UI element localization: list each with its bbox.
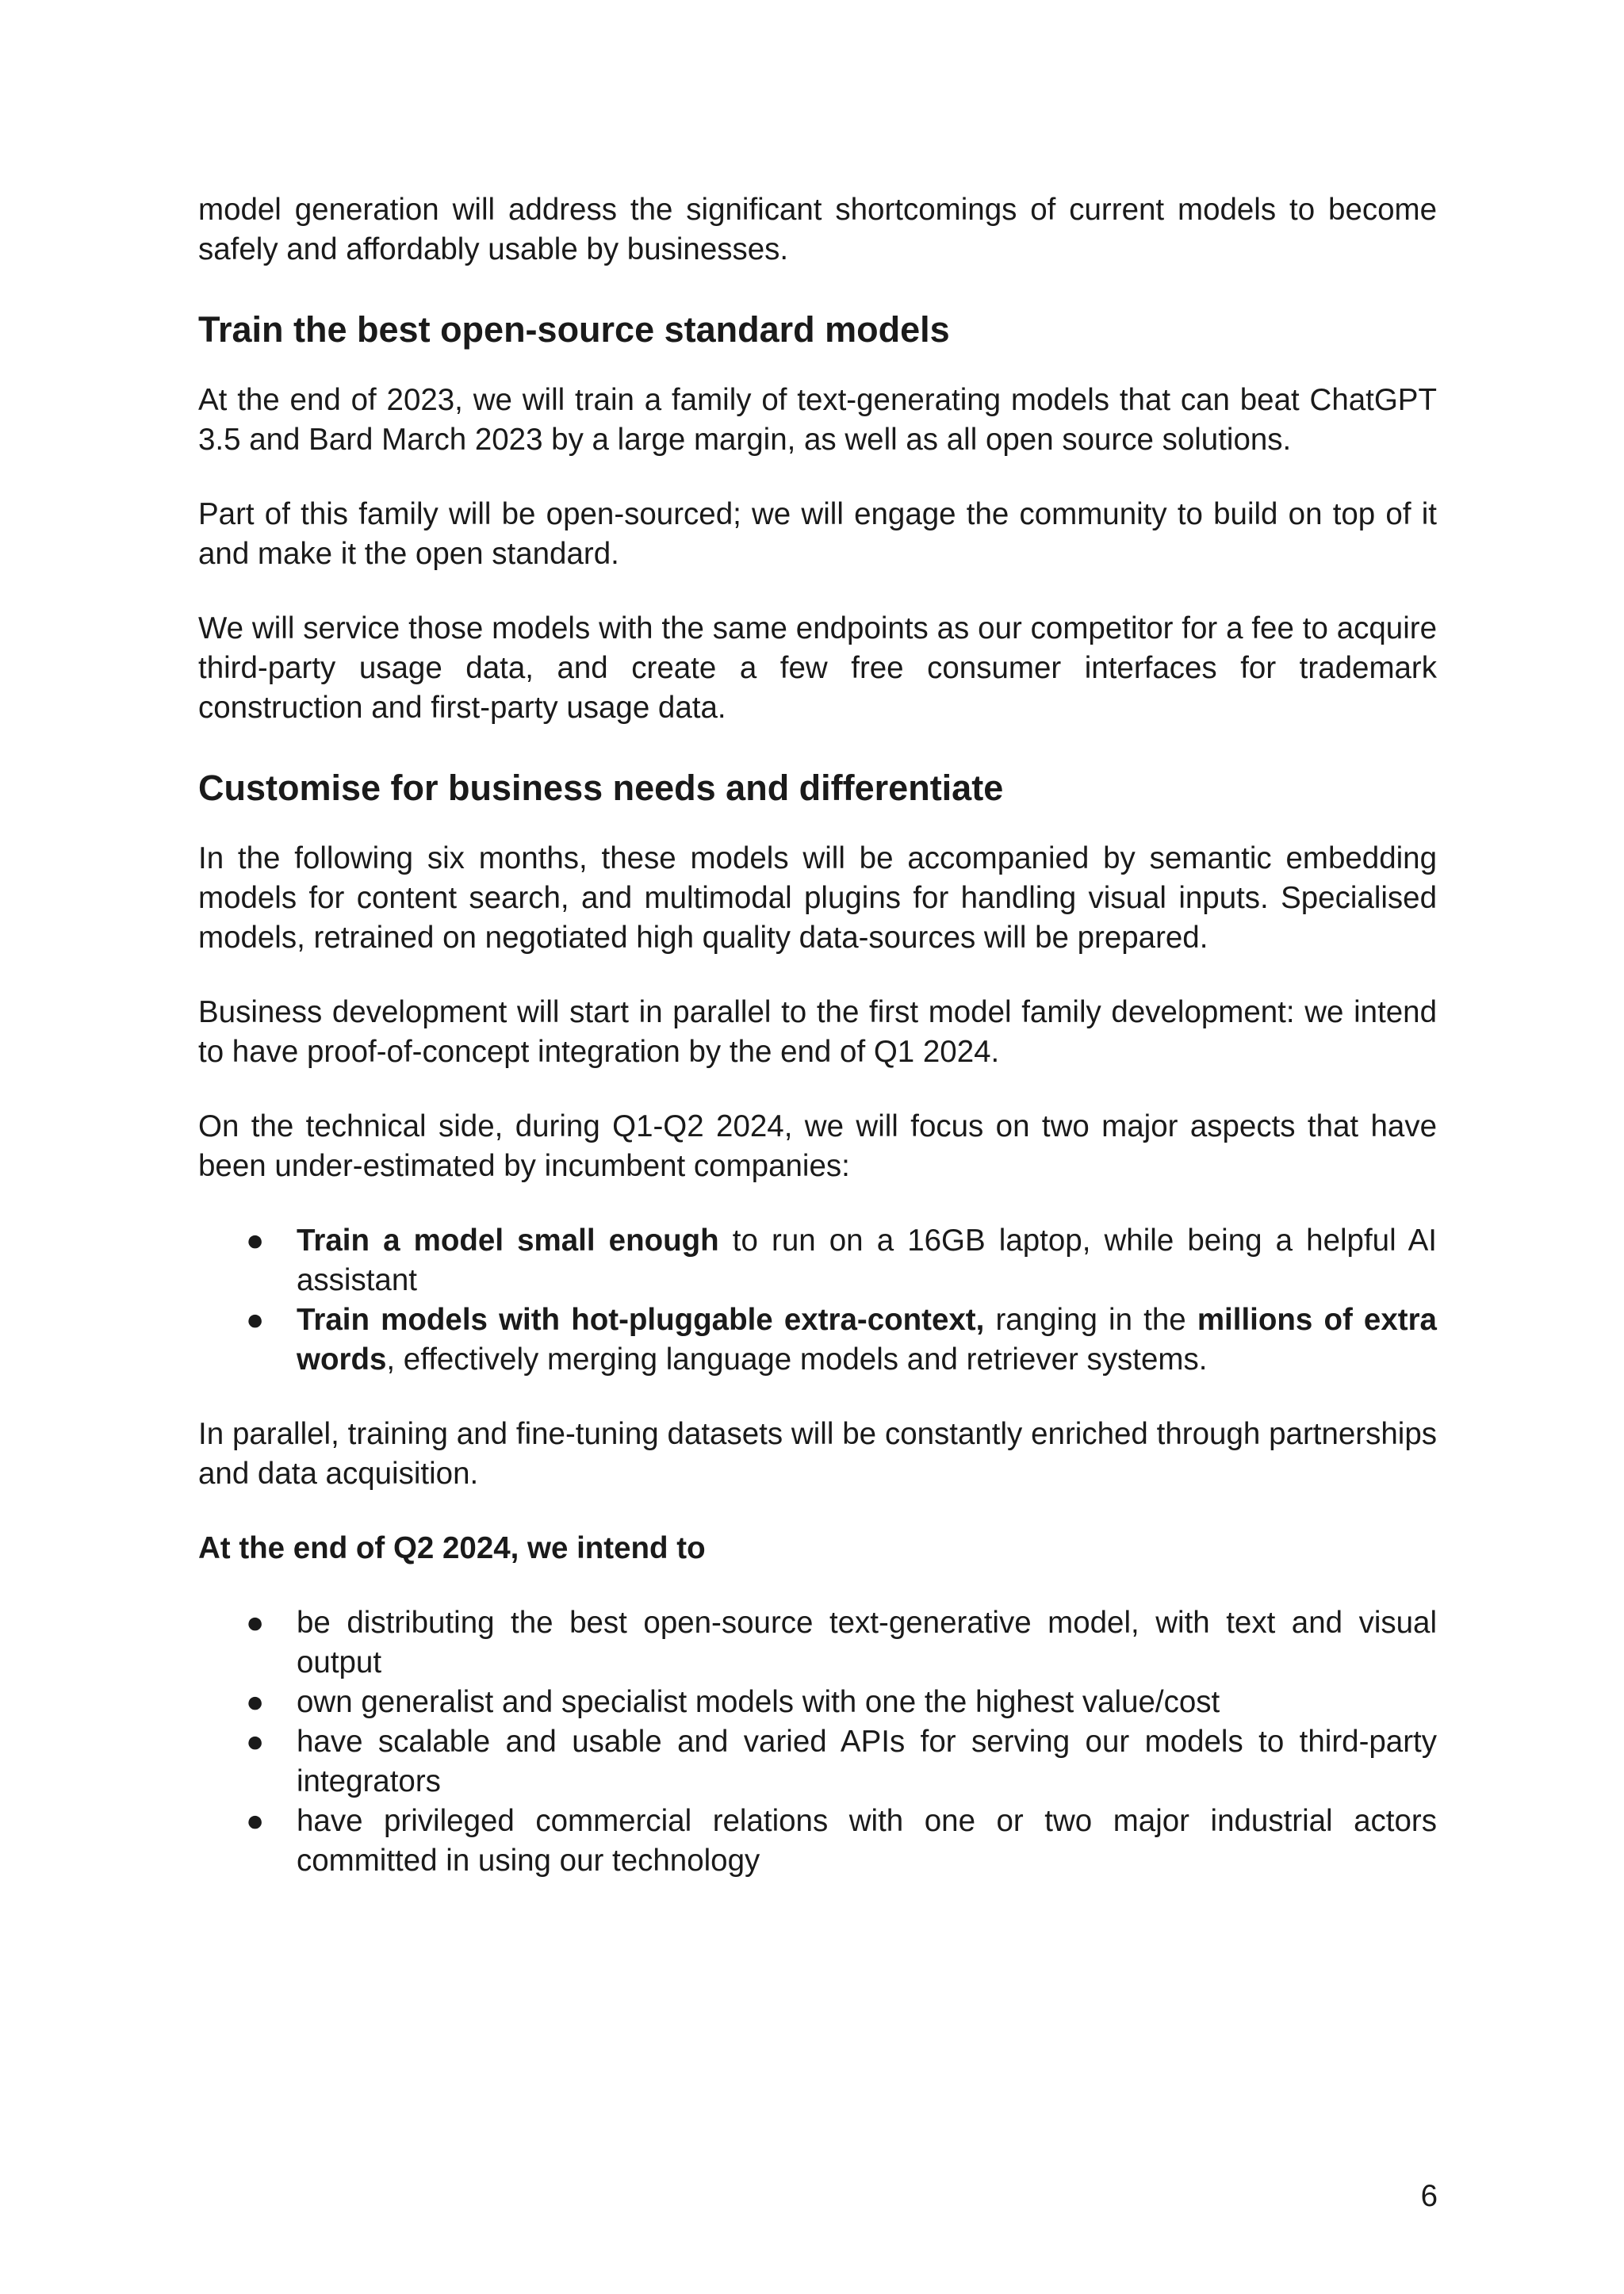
list-item: ● Train a model small enough to run on a 16GB laptop, while being a helpful AI assistant [198, 1221, 1437, 1300]
bullet-icon: ● [246, 1606, 265, 1640]
paragraph-six-months: In the following six months, these models will be accompanied by semantic embedding models for content search, and multimodal plugins for handling visual inputs. Specialised models, retrained on negotiated high quality data-sources will be prepared. [198, 841, 1437, 955]
section-heading-customise: Customise for business needs and differentiate [198, 768, 1004, 808]
intro-paragraph: model generation will address the significant shortcomings of current models to become safely and affordably usable by businesses. [198, 193, 1437, 266]
technical-aspects-list [198, 1221, 1437, 1380]
list-item: ● be distributing the best open-source text-generative model, with text and visual output [198, 1603, 1437, 1683]
paragraph-business-development: Business development will start in parallel to the first model family development: we intend to have proof-of-concept integration by the end of Q1 2024. [198, 995, 1437, 1069]
paragraph-service-models: We will service those models with the same endpoints as our competitor for a fee to acquire third-party usage data, and create a few free consumer interfaces for trademark construction and first-party usage data. [198, 611, 1437, 725]
list-item: ● Train models with hot-pluggable extra-context, ranging in the millions of extra words, effectively merging language models and retriever systems. [198, 1300, 1437, 1380]
list-item: ● have privileged commercial relations with one or two major industrial actors committed in using our technology [198, 1802, 1437, 1881]
bullet-icon: ● [246, 1804, 265, 1838]
paragraph-datasets: In parallel, training and fine-tuning datasets will be constantly enriched through partnerships and data acquisition. [198, 1417, 1437, 1491]
bullet-icon: ● [246, 1303, 265, 1337]
bullet-icon: ● [246, 1685, 265, 1719]
document-page [198, 190, 1437, 1881]
goals-heading: At the end of Q2 2024, we intend to [198, 1531, 706, 1565]
paragraph-technical-side: On the technical side, during Q1-Q2 2024, we will focus on two major aspects that have been under-estimated by incumbent companies: [198, 1109, 1437, 1183]
section-heading-train: Train the best open-source standard models [198, 309, 950, 350]
page-number: 6 [1420, 2179, 1438, 2213]
goals-list [198, 1603, 1437, 1881]
bullet-icon: ● [246, 1224, 265, 1258]
list-item: ● have scalable and usable and varied APIs for serving our models to third-party integrators [198, 1722, 1437, 1802]
bullet-icon: ● [246, 1725, 265, 1759]
paragraph-open-sourced: Part of this family will be open-sourced; we will engage the community to build on top of it and make it the open standard. [198, 497, 1437, 571]
list-item: ● own generalist and specialist models with one the highest value/cost [198, 1683, 1437, 1722]
paragraph-train-family: At the end of 2023, we will train a family of text-generating models that can beat ChatGPT 3.5 and Bard March 2023 by a large margin, as well as all open source solutions. [198, 383, 1437, 457]
